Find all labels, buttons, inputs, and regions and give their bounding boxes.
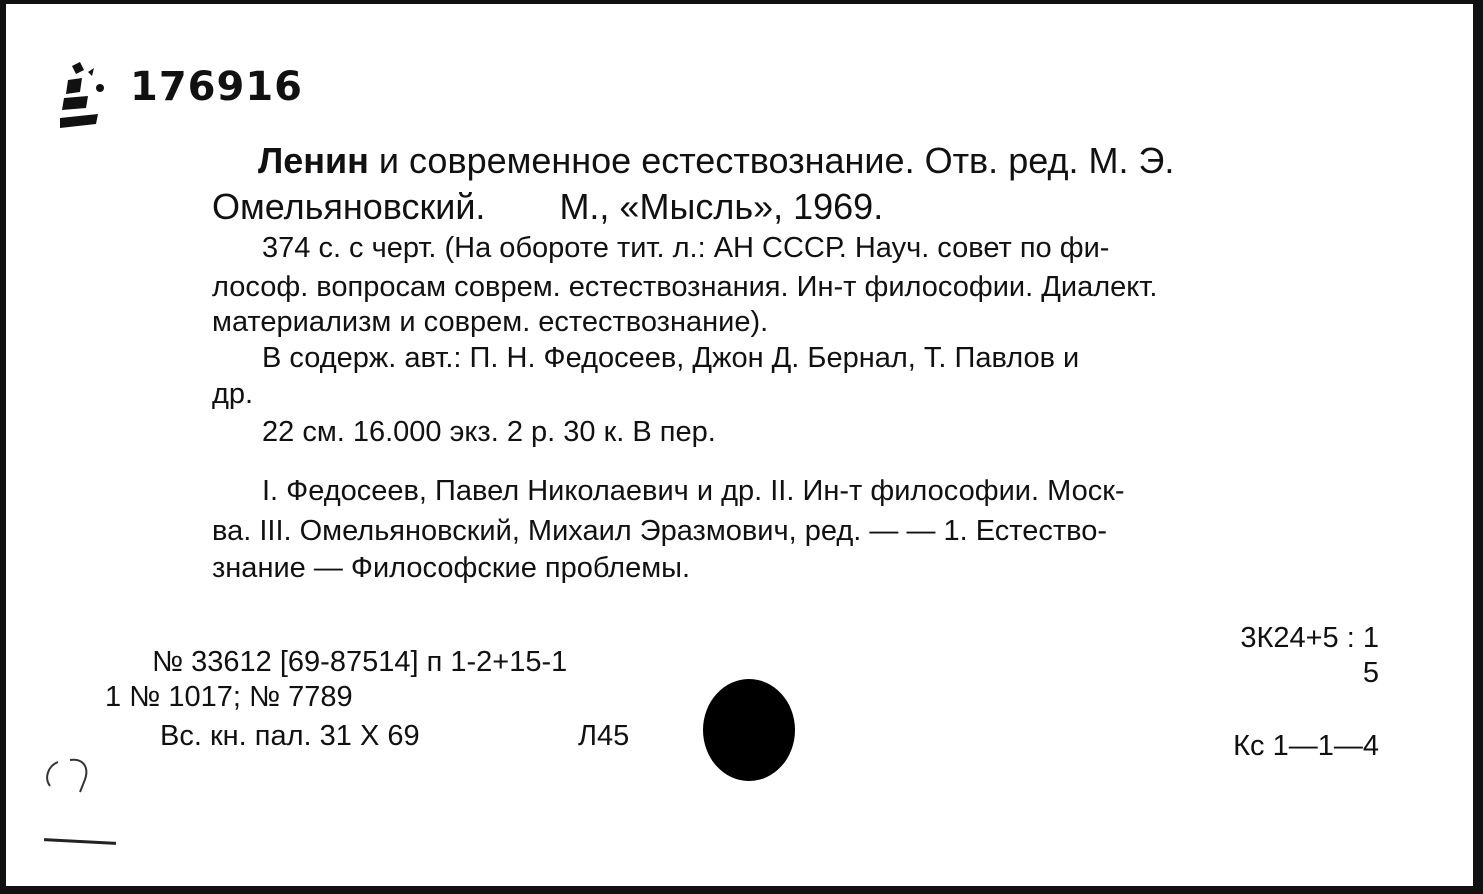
tracing-line-3: знание — Философские проблемы. — [212, 552, 691, 584]
tracing-line-1: I. Федосеев, Павел Николаевич и др. II. Ин-т философии. Моск- — [262, 475, 1125, 507]
classification-sub: 5 — [1362, 657, 1379, 689]
format-line: 22 см. 16.000 экз. 2 р. 30 к. В пер. — [262, 416, 716, 448]
card-border-bottom — [0, 886, 1483, 894]
price-code: Л45 — [578, 720, 630, 752]
title-line-1 — [258, 140, 1174, 182]
card-border-right — [1473, 0, 1483, 894]
accession-number: 176916 — [130, 64, 303, 110]
card-border-left — [0, 0, 6, 894]
card-border-top — [0, 0, 1483, 4]
title-line-2 — [212, 186, 883, 228]
tracing-line-2: ва. III. Омельяновский, Михаил Эразмович, ред. — — 1. Естество- — [212, 515, 1107, 547]
physical-description-line: 374 с. с черт. (На обороте тит. л.: АН СССР. Науч. совет по фи- — [262, 232, 1110, 264]
library-stamp-icon — [58, 58, 114, 132]
classification-kc: Кс 1—1—4 — [1233, 730, 1379, 762]
contents-note-line-2: др. — [212, 378, 254, 410]
description-line-3: материализм и соврем. естествознание). — [212, 306, 769, 338]
copy-numbers-line: 1 № 1017; № 7789 — [105, 681, 353, 713]
classification-code: 3К24+5 : 1 — [1240, 622, 1379, 654]
publication-info: М., «Мысль», 1969. — [559, 186, 884, 227]
title-heading-word: Ленин — [258, 140, 369, 181]
order-number-line: № 33612 [69-87514] п 1-2+15-1 — [152, 646, 568, 678]
chamber-date-line: Вс. кн. пал. 31 X 69 — [160, 720, 420, 752]
pencil-scribble-icon — [40, 756, 100, 800]
editor-name: Омельяновский. — [212, 186, 486, 227]
contents-note-line-1: В содерж. авт.: П. Н. Федосеев, Джон Д. Бернал, Т. Павлов и — [262, 342, 1080, 374]
description-line-2: лософ. вопросам соврем. естествознания. Ин-т философии. Диалект. — [212, 271, 1158, 303]
punch-hole — [703, 679, 795, 781]
title-rest: и современное естествознание. Отв. ред. М. Э. — [368, 140, 1175, 181]
pencil-dash-mark — [44, 838, 116, 845]
